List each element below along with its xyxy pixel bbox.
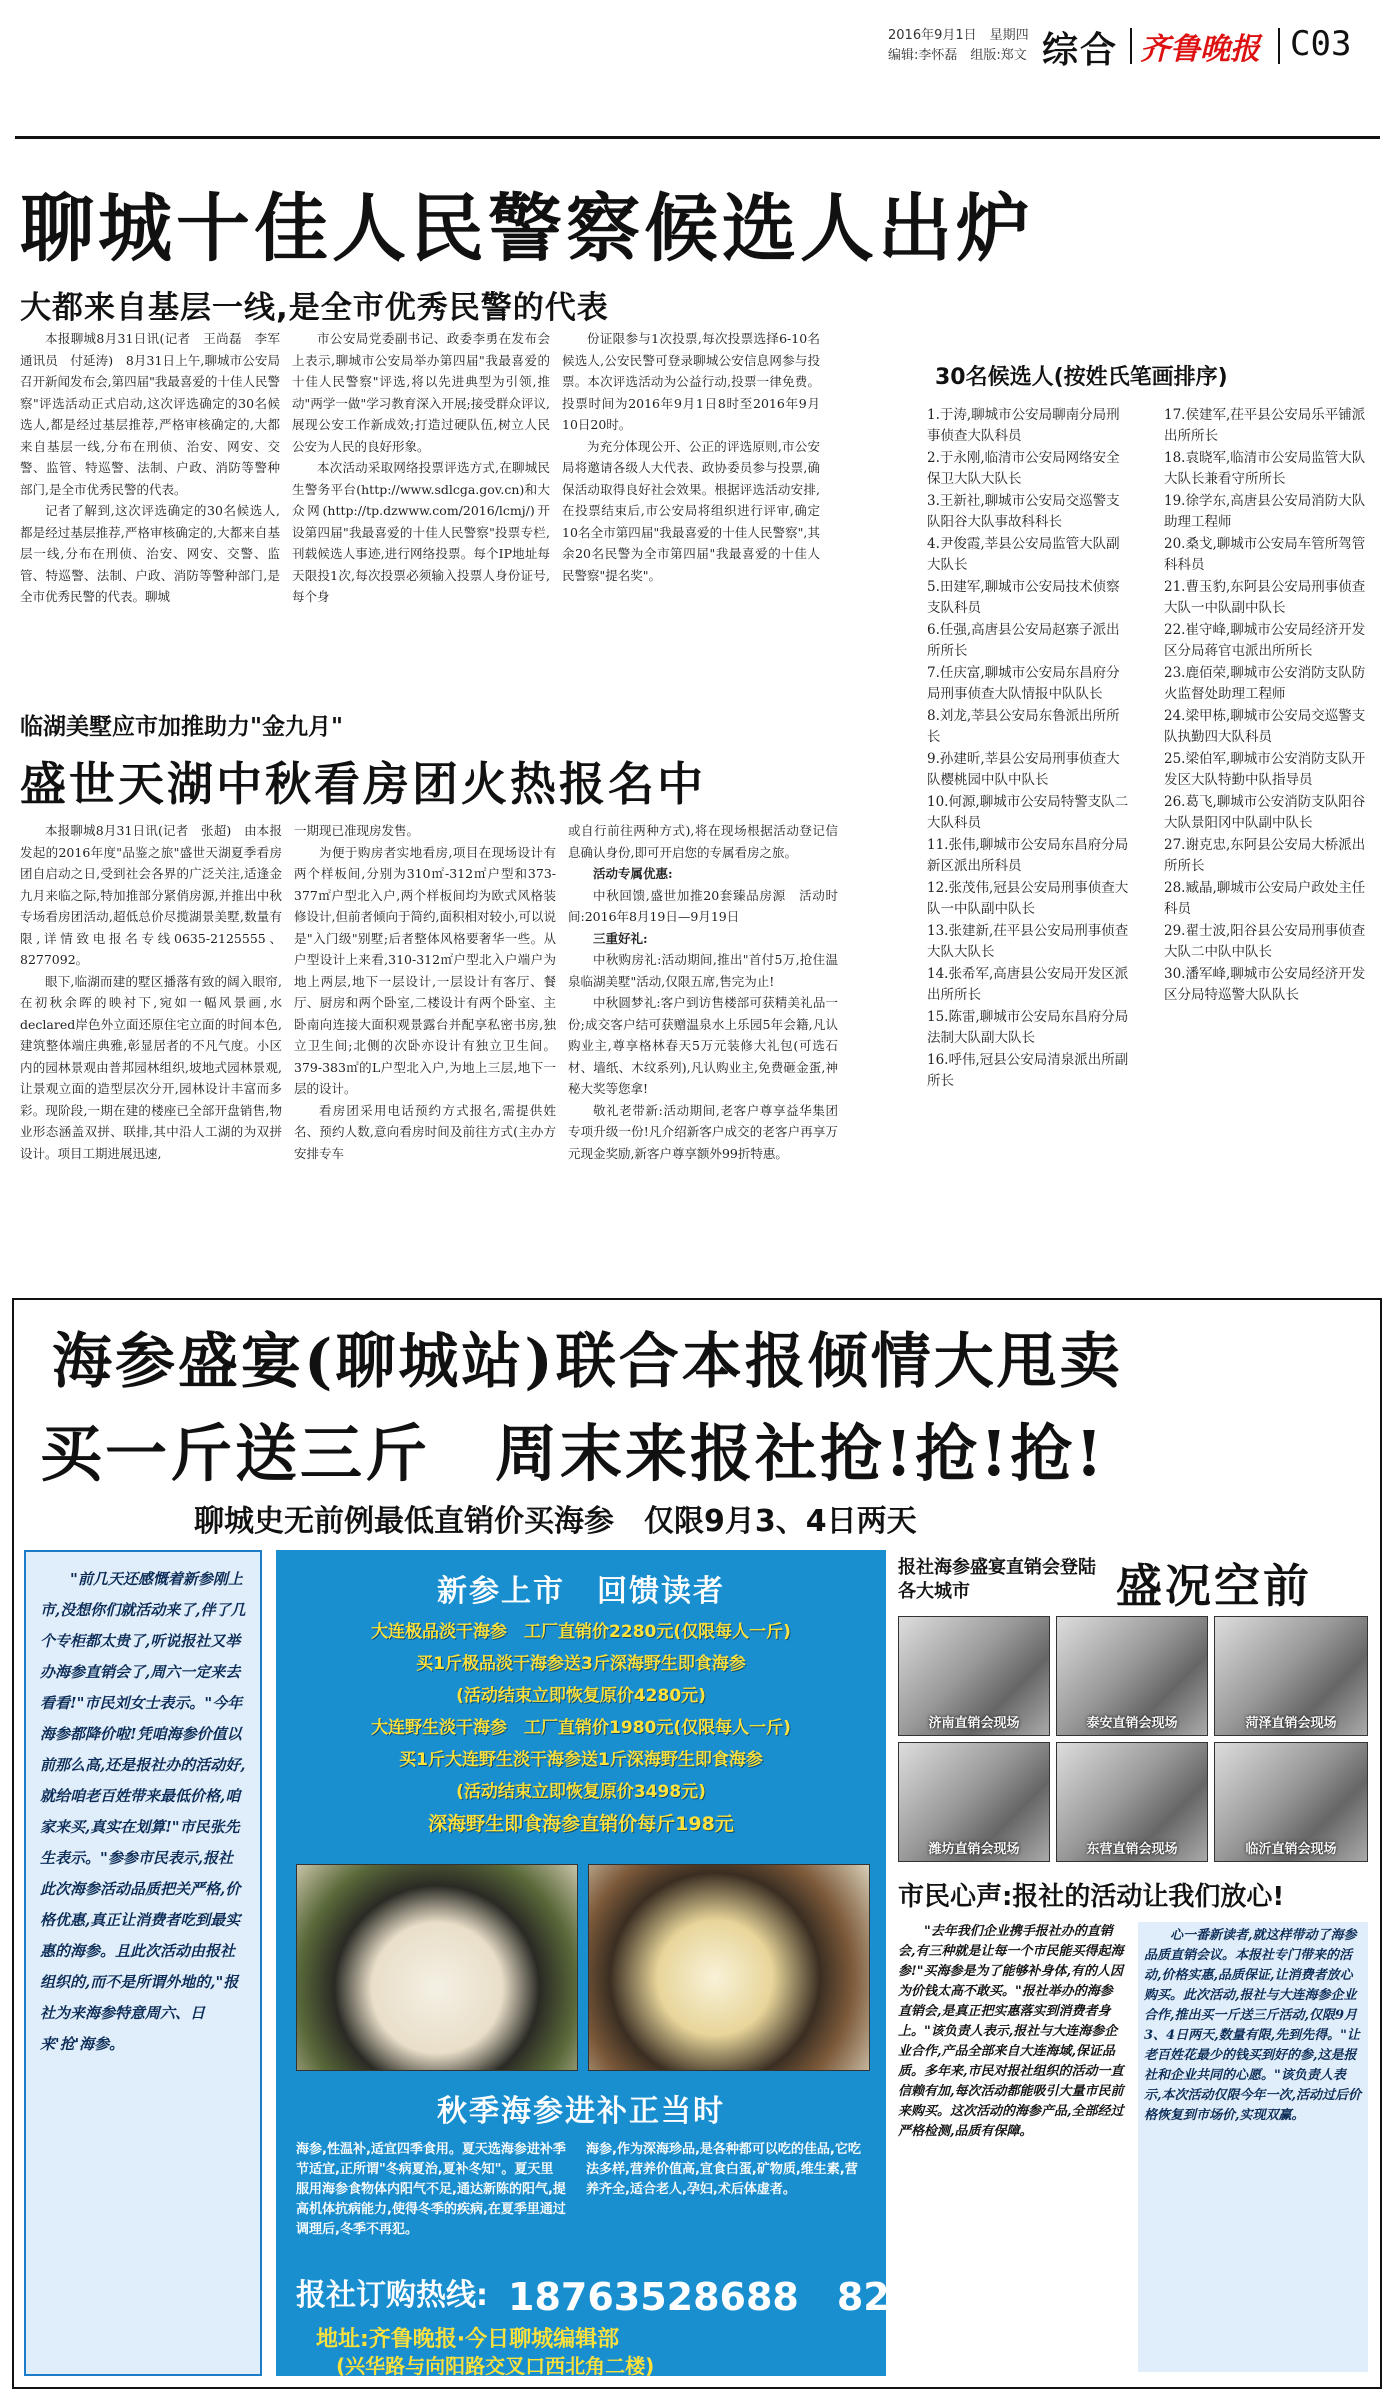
candidates-list-right bbox=[1142, 405, 1370, 1295]
candidate-item: 24.梁甲栋,聊城市公安局交巡警支队执勤四大队科员 bbox=[1164, 708, 1366, 745]
masthead-date: 2016年9月1日 星期四 bbox=[888, 28, 1029, 43]
events-title-big: 盛况空前 bbox=[1116, 1559, 1312, 1613]
voice-column-2 bbox=[1138, 1922, 1368, 2372]
candidate-item: 28.臧晶,聊城市公安局户政处主任科员 bbox=[1164, 880, 1366, 917]
candidate-item: 19.徐学东,高唐县公安局消防大队助理工程师 bbox=[1164, 493, 1366, 530]
address-line-2: (兴华路与向阳路交叉口西北角二楼) bbox=[336, 2354, 655, 2378]
story2-col2-para2: 为便于购房者实地看房,项目在现场设计有两个样板间,分别为310㎡-312㎡户型和373-377㎡户型北入户,两个样板间均为欧式风格装修设计,但前者倾向于简约,面积相对较小,可以说是"入门级"别墅;后者整体风格要奢华一些。从户型设计上来看,310-312㎡户型北入户端户为地上两层,地下一层设计,一层设计有客厅、餐厅、厨房和两个卧室,二楼设计有两个卧室、主卧南向连接大面积观景露台并配享私密书房,独立卫生间;北侧的次卧亦设计有独立卫生间。379-383㎡的L户型北入户,为地上三层,地下一层的设计。 bbox=[294, 844, 556, 1096]
event-photo-taian bbox=[1056, 1616, 1208, 1736]
ad-headline-2: 买一斤送三斤 周末来报社抢!抢!抢! bbox=[40, 1417, 1106, 1490]
hotline-number: 18763528688 8277092 bbox=[508, 2275, 1022, 2319]
story2-col1-para: 本报聊城8月31日讯(记者 张超) 由本报发起的2016年度"品鉴之旅"盛世天湖夏季看房团自启动之日,受到社会各界的广泛关注,适逢金九月来临之际,特加推部分紧俏房源,并推出中秋专场看房团活动,超低总价尽揽湖景美墅,数量有限,详情致电报名专线0635-2125555、8277092。 bbox=[20, 823, 282, 967]
candidate-item: 9.孙建昕,莘县公安局刑事侦查大队樱桃园中队中队长 bbox=[927, 751, 1120, 788]
event-photo-caption: 临沂直销会现场 bbox=[1245, 1842, 1337, 1857]
story2-col3-gift2: 中秋圆梦礼:客户到访售楼部可获精美礼品一份;成交客户结可获赠温泉水上乐园5年会籍,凡认购业主,尊享格林春天5万元装修大礼包(可选石材、墙纸、木纹系列),凡认购业主,免费砸金蛋,神秘大奖等您拿! bbox=[568, 995, 838, 1096]
story2-column-3 bbox=[568, 820, 838, 1292]
advertisement bbox=[12, 1298, 1382, 2389]
story2-column-2 bbox=[294, 820, 556, 1292]
story2-col3-para: 或自行前往两种方式),将在现场根据活动登记信息确认身份,即可开启您的专属看房之旅。 bbox=[568, 823, 838, 860]
candidates-list-left bbox=[905, 405, 1130, 1295]
candidate-item: 6.任强,高唐县公安局赵寨子派出所所长 bbox=[927, 622, 1120, 659]
event-photo-jinan bbox=[898, 1616, 1050, 1736]
event-photo-caption: 泰安直销会现场 bbox=[1086, 1716, 1178, 1731]
story1-column-3 bbox=[562, 328, 820, 686]
voice-column-1: "去年我们企业携手报社办的直销会,有三种就是让每一个市民能买得起海参!"买海参是为了能够补身体,有的人因为价钱太高不敢买。"报社举办的海参直销会,是真正把实惠落实到消费者身上。"该负责人表示,报社与大连海参企业合作,产品全部来自大连海域,保证品质。多年来,市民对报社组织的活动一直信赖有加,每次活动都能吸引大量市民前来购买。这次活动的海参产品,全部经过严格检测,品质有保障。 bbox=[898, 1924, 1124, 2139]
voice-title: 市民心声:报社的活动让我们放心! bbox=[898, 1882, 1285, 1912]
candidate-item: 7.任庆富,聊城市公安局东昌府分局刑事侦查大队情报中队队长 bbox=[927, 665, 1120, 702]
ad-headline-3: 聊城史无前例最低直销价买海参 仅限9月3、4日两天 bbox=[194, 1504, 917, 1539]
story1-subhead: 大都来自基层一线,是全市优秀民警的代表 bbox=[20, 290, 609, 326]
candidate-item: 1.于涛,聊城市公安局聊南分局刑事侦查大队科员 bbox=[927, 407, 1120, 444]
candidate-item: 23.鹿佰荣,聊城市公安消防支队防火监督处助理工程师 bbox=[1164, 665, 1366, 702]
story2-col3-offers: 中秋回馈,盛世加推20套臻品房源 活动时间:2016年8月19日—9月19日 bbox=[568, 887, 838, 924]
story2-headline: 盛世天湖中秋看房团火热报名中 bbox=[20, 757, 706, 811]
event-photo-heze bbox=[1214, 1616, 1368, 1736]
candidate-item: 15.陈雷,聊城市公安局东昌府分局法制大队副大队长 bbox=[927, 1009, 1129, 1046]
promo-price-line: 大连极品淡干海参 工厂直销价2280元(仅限每人一斤) bbox=[286, 1616, 876, 1648]
story1-col3-para: 份证限参与1次投票,每次投票选择6-10名候选人,公安民警可登录聊城公安信息网参与投票。本次评选活动为公益行动,投票一律免费。投票时间为2016年9月1日8时至2016年9月10日20时。 bbox=[562, 331, 820, 432]
candidate-item: 12.张茂伟,冠县公安局刑事侦查大队一中队副中队长 bbox=[927, 880, 1129, 917]
candidate-item: 10.何源,聊城市公安局特警支队二大队科员 bbox=[927, 794, 1129, 831]
promo-price-list bbox=[286, 1616, 876, 1840]
story2-col2-para: 一期现已准现房发售。 bbox=[294, 823, 420, 838]
promo-price-line: (活动结束立即恢复原价3498元) bbox=[286, 1776, 876, 1808]
story2-col2-para3: 看房团采用电话预约方式报名,需提供姓名、预约人数,意向看房时间及前往方式(主办方安排专车 bbox=[294, 1102, 556, 1161]
story1-headline: 聊城十佳人民警察候选人出炉 bbox=[20, 186, 1034, 272]
autumn-text-1: 海参,性温补,适宜四季食用。夏天选海参进补季节适宜,正所谓"冬病夏治,夏补冬知"。夏天里服用海参食物体内阳气不足,通达新陈的阳气,提高机体抗病能力,使得冬季的疾病,在夏季里通过调理后,冬季不再犯。 bbox=[296, 2142, 566, 2237]
paper-logo: 齐鲁晚报 bbox=[1140, 32, 1260, 67]
event-photo-caption: 济南直销会现场 bbox=[928, 1716, 1020, 1731]
event-photo-caption: 菏泽直销会现场 bbox=[1245, 1716, 1337, 1731]
story1-col1-para: 本报聊城8月31日讯(记者 王尚磊 李军 通讯员 付延涛) 8月31日上午,聊城市公安局召开新闻发布会,第四届"我最喜爱的十佳人民警察"评选活动正式启动,这次评选确定的30名候选人,都是经过基层推荐,严格审核确定的,大都来自基层一线,分布在刑侦、治安、网安、交警、监管、特巡警、法制、户政、消防等警种部门,是全市优秀民警的代表。 bbox=[20, 331, 293, 497]
hotline-label: 报社订购热线: bbox=[296, 2278, 488, 2313]
story1-column-1 bbox=[20, 328, 293, 686]
story1-column-2 bbox=[292, 328, 550, 686]
event-photo-caption: 潍坊直销会现场 bbox=[928, 1842, 1020, 1857]
candidate-item: 5.田建军,聊城市公安局技术侦察支队科员 bbox=[927, 579, 1120, 616]
promo-title: 新参上市 回馈读者 bbox=[437, 1574, 725, 1609]
promo-price-line: (活动结束立即恢复原价4280元) bbox=[286, 1680, 876, 1712]
promo-price-line: 深海野生即食海参直销价每斤198元 bbox=[286, 1808, 876, 1840]
candidate-item: 3.王新社,聊城市公安局交巡警支队阳谷大队事故科科长 bbox=[927, 493, 1120, 530]
promo-price-line: 买1斤极品淡干海参送3斤深海野生即食海参 bbox=[286, 1648, 876, 1680]
candidate-item: 18.袁晓军,临清市公安局监管大队大队长兼看守所所长 bbox=[1164, 450, 1366, 487]
event-photo-dongying bbox=[1056, 1742, 1208, 1862]
ad-right-column bbox=[898, 1550, 1370, 2376]
candidate-item: 16.呼伟,冠县公安局清泉派出所副所长 bbox=[927, 1052, 1129, 1089]
candidate-item: 30.潘军峰,聊城市公安局经济开发区分局特巡警大队队长 bbox=[1164, 966, 1366, 1003]
story2-kicker: 临湖美墅应市加推助力"金九月" bbox=[20, 714, 343, 740]
candidate-item: 2.于永刚,临清市公安局网络安全保卫大队大队长 bbox=[927, 450, 1120, 487]
story2-col3-gift3: 敬礼老带新:活动期间,老客户尊享益华集团专项升级一份!凡介绍新客户成交的老客户再享万元现金奖励,新客户尊享额外99折特惠。 bbox=[568, 1102, 838, 1161]
candidate-item: 22.崔守峰,聊城市公安局经济开发区分局蒋官屯派出所所长 bbox=[1164, 622, 1366, 659]
candidate-item: 27.谢克忠,东阿县公安局大桥派出所所长 bbox=[1164, 837, 1366, 874]
masthead-rule bbox=[15, 136, 1380, 139]
section-name: 综合 bbox=[1042, 30, 1119, 71]
autumn-title: 秋季海参进补正当时 bbox=[437, 2094, 725, 2129]
ad-quote-text: "前几天还感慨着新参刚上市,没想你们就活动来了,伴了几个专柜都太贵了,听说报社又举办海参直销会了,周六一定来去看看!"市民刘女士表示。"今年海参都降价啦!凭咱海参价值以前那么高,还是报社办的活动好,就给咱老百姓带来最低价格,咱家来买,真实在划算!"市民张先生表示。"参参市民表示,报社此次海参活动品质把关严格,价格优惠,真正让消费者吃到最实惠的海参。且此次活动由报社组织的,而不是所谓外地的,"报社为来海参特意周六、日来'抢'海参。 bbox=[40, 1570, 246, 2053]
candidate-item: 13.张建新,茌平县公安局刑事侦查大队大队长 bbox=[927, 923, 1129, 960]
event-photo-weifang bbox=[898, 1742, 1050, 1862]
voice-column-2-text: 心一番新读者,就这样带动了海参品质直销会议。本报社专门带来的活动,价格实惠,品质保证,让消费者放心购买。此次活动,报社与大连海参企业合作,推出买一斤送三斤活动,仅限9月3、4日两天,数量有限,先到先得。"让老百姓花最少的钱买到好的参,这是报社和企业共同的心愿。"该负责人表示,本次活动仅限今年一次,活动过后价格恢复到市场价,实现双赢。 bbox=[1144, 1928, 1362, 2123]
ad-quote-column bbox=[24, 1550, 262, 2376]
promo-price-line: 大连野生淡干海参 工厂直销价1980元(仅限每人一斤) bbox=[286, 1712, 876, 1744]
candidate-item: 26.葛飞,聊城市公安消防支队阳谷大队景阳冈中队副中队长 bbox=[1164, 794, 1366, 831]
story2-col1-para2: 眼下,临湖而建的墅区播落有致的阔入眼帘,在初秋余晖的映衬下,宛如一幅风景画,水declared岸色外立面还原住宅立面的时间本色,建筑整体端庄典雅,彰显居者的不凡气度。小区内的园林景观由普邦园林组织,坡地式园林景观,让景观立面的造型层次分开,园林设计丰富而多彩。现阶段,一期在建的楼座已全部开盘销售,物业形态涵盖双拼、联排,其中沿人工湖的为双拼设计。项目工期进展迅速, bbox=[20, 973, 282, 1161]
sea-cucumber-dish-photo-2 bbox=[588, 1864, 870, 2071]
story2-col3-gifts-label: 三重好礼: bbox=[593, 930, 648, 946]
event-photo-caption: 东营直销会现场 bbox=[1086, 1842, 1178, 1857]
candidate-item: 25.梁伯军,聊城市公安消防支队开发区大队特勤中队指导员 bbox=[1164, 751, 1366, 788]
masthead-editors: 编辑:李怀磊 组版:郑文 bbox=[888, 48, 1027, 63]
candidate-item: 4.尹俊霞,莘县公安局监管大队副大队长 bbox=[927, 536, 1120, 573]
candidate-item: 21.曹玉豹,东阿县公安局刑事侦查大队一中队副中队长 bbox=[1164, 579, 1366, 616]
story1-col2-para: 市公安局党委副书记、政委李勇在发布会上表示,聊城市公安局举办第四届"我最喜爱的十佳人民警察"评选,将以先进典型为引领,推动"两学一做"学习教育深入开展;接受群众评议,展现公安工作新成效;打造过硬队伍,树立人民公安为人民的良好形象。 bbox=[292, 331, 550, 454]
candidate-item: 8.刘龙,莘县公安局东鲁派出所所长 bbox=[927, 708, 1120, 745]
candidate-item: 29.翟士波,阳谷县公安局刑事侦查大队二中队中队长 bbox=[1164, 923, 1366, 960]
story1-col2-para2: 本次活动采取网络投票评选方式,在聊城民生警务平台(http://www.sdlcga.gov.cn)和大众网(http://tp.dzwww.com/2016/lcmj/)开设第四届"我最喜爱的十佳人民警察"投票专栏,刊载候选人事迹,进行网络投票。每个IP地址每天限投1次,每次投票必须输入投票人身份证号,每个身 bbox=[292, 460, 550, 604]
sea-cucumber-dish-photo-1 bbox=[296, 1864, 578, 2071]
divider-bar bbox=[1130, 28, 1132, 64]
divider-bar-2 bbox=[1278, 28, 1280, 64]
candidate-item: 17.侯建军,茌平县公安局乐平铺派出所所长 bbox=[1164, 407, 1366, 444]
story2-column-1 bbox=[20, 820, 282, 1292]
event-photo-linyi bbox=[1214, 1742, 1368, 1862]
address-line-1: 地址:齐鲁晚报·今日聊城编辑部 bbox=[316, 2327, 620, 2352]
candidate-item: 14.张希军,高唐县公安局开发区派出所所长 bbox=[927, 966, 1129, 1003]
story1-col1-para2: 记者了解到,这次评选确定的30名候选人,都是经过基层推荐,严格审核确定的,大都来自基层一线,分布在刑侦、治安、网安、交警、监管、特巡警、法制、户政、消防等警种部门,是全市优秀民警的代表。聊城 bbox=[20, 503, 280, 604]
page-number: C03 bbox=[1290, 24, 1352, 64]
candidate-item: 11.张伟,聊城市公安局东昌府分局新区派出所科员 bbox=[927, 837, 1129, 874]
events-title-small: 报社海参盛宴直销会登陆各大城市 bbox=[898, 1557, 1096, 1602]
autumn-text-2: 海参,作为深海珍品,是各种都可以吃的佳品,它吃法多样,营养价值高,宣食白蛋,矿物质,维生素,营养齐全,适合老人,孕妇,术后体虚者。 bbox=[586, 2142, 861, 2197]
story1-col3-para2: 为充分体现公开、公正的评选原则,市公安局将邀请各级人大代表、政协委员参与投票,确保活动取得良好社会效果。根据评选活动安排,在投票结束后,市公安局将组织进行评审,确定10名全市第四届"我最喜爱的十佳人民警察",其余20名民警为全市第四届"我最喜爱的十佳人民警察"提名奖"。 bbox=[562, 438, 820, 583]
candidate-item: 20.桑戈,聊城市公安局车管所驾管科科员 bbox=[1164, 536, 1366, 573]
candidates-title: 30名候选人(按姓氏笔画排序) bbox=[935, 365, 1228, 390]
story2-col3-gift1: 中秋购房礼:活动期间,推出"首付5万,抢住温泉临湖美墅"活动,仅限五席,售完为止! bbox=[568, 952, 838, 989]
masthead bbox=[0, 0, 1395, 80]
story2-col3-offers-label: 活动专属优惠: bbox=[593, 866, 673, 881]
promo-price-line: 买1斤大连野生淡干海参送1斤深海野生即食海参 bbox=[286, 1744, 876, 1776]
ad-headline-1: 海参盛宴(聊城站)联合本报倾情大甩卖 bbox=[52, 1327, 1123, 1397]
